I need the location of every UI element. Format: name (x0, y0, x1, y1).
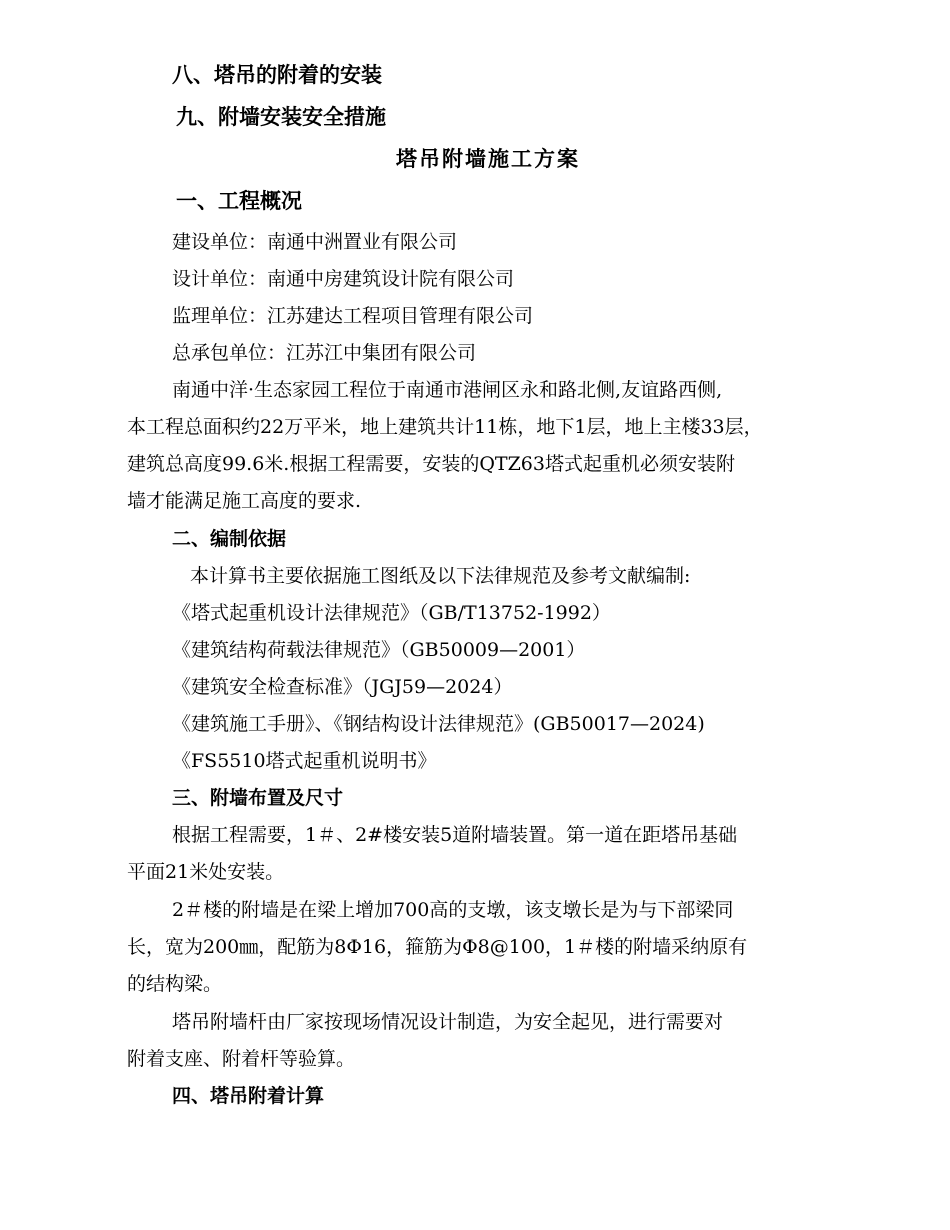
layout-para-line: 平面21米处安装。 (127, 861, 285, 883)
section-3-heading: 三、附墙布置及尺寸 (172, 787, 344, 809)
layout-para-line: 长，宽为200㎜，配筋为8Φ16，箍筋为Φ8@100，1＃楼的附墙采纳原有 (127, 936, 748, 958)
reference-item: 《塔式起重机设计法律规范》（GB/T13752-1992） (172, 602, 611, 624)
section-4-heading: 四、塔吊附着计算 (172, 1085, 325, 1107)
overview-para-line: 本工程总面积约22万平米，地上建筑共计11栋，地下1层，地上主楼33层， (127, 416, 763, 438)
contractor-line: 总承包单位：江苏江中集团有限公司 (172, 342, 477, 364)
reference-item: 《FS5510塔式起重机说明书》 (172, 750, 437, 772)
section-1-heading: 一、工程概况 (176, 189, 302, 213)
overview-para-line: 南通中洋·生态家园工程位于南通市港闸区永和路北侧,友谊路西侧, (172, 379, 723, 401)
toc-item-9: 九、附墙安装安全措施 (176, 105, 386, 129)
supervisor-line: 监理单位：江苏建达工程项目管理有限公司 (172, 305, 534, 327)
toc-item-8: 八、塔吊的附着的安装 (172, 63, 382, 87)
layout-para-line: 2＃楼的附墙是在梁上增加700高的支墩，该支墩长是为与下部梁同 (172, 899, 734, 921)
layout-para-line: 的结构梁。 (127, 973, 223, 995)
document-title: 塔吊附墙施工方案 (396, 147, 580, 171)
designer-line: 设计单位：南通中房建筑设计院有限公司 (172, 268, 515, 290)
overview-para-line: 建筑总高度99.6米.根据工程需要，安装的QTZ63塔式起重机必须安装附 (127, 453, 735, 475)
section-2-heading: 二、编制依据 (172, 528, 287, 550)
layout-para-line: 根据工程需要，1＃、2#楼安装5道附墙装置。第一道在距塔吊基础 (172, 824, 738, 846)
owner-line: 建设单位：南通中洲置业有限公司 (172, 231, 458, 253)
layout-para-line: 附着支座、附着杆等验算。 (127, 1048, 356, 1070)
reference-item: 《建筑结构荷载法律规范》（GB50009—2001） (172, 639, 586, 661)
basis-intro: 本计算书主要依据施工图纸及以下法律规范及参考文献编制: (190, 565, 691, 587)
reference-item: 《建筑施工手册》、《钢结构设计法律规范》(GB50017—2024) (172, 713, 705, 735)
overview-para-line: 墙才能满足施工高度的要求. (127, 490, 362, 512)
layout-para-line: 塔吊附墙杆由厂家按现场情况设计制造，为安全起见，进行需要对 (172, 1011, 724, 1033)
reference-item: 《建筑安全检查标准》（JGJ59—2024） (172, 676, 513, 698)
